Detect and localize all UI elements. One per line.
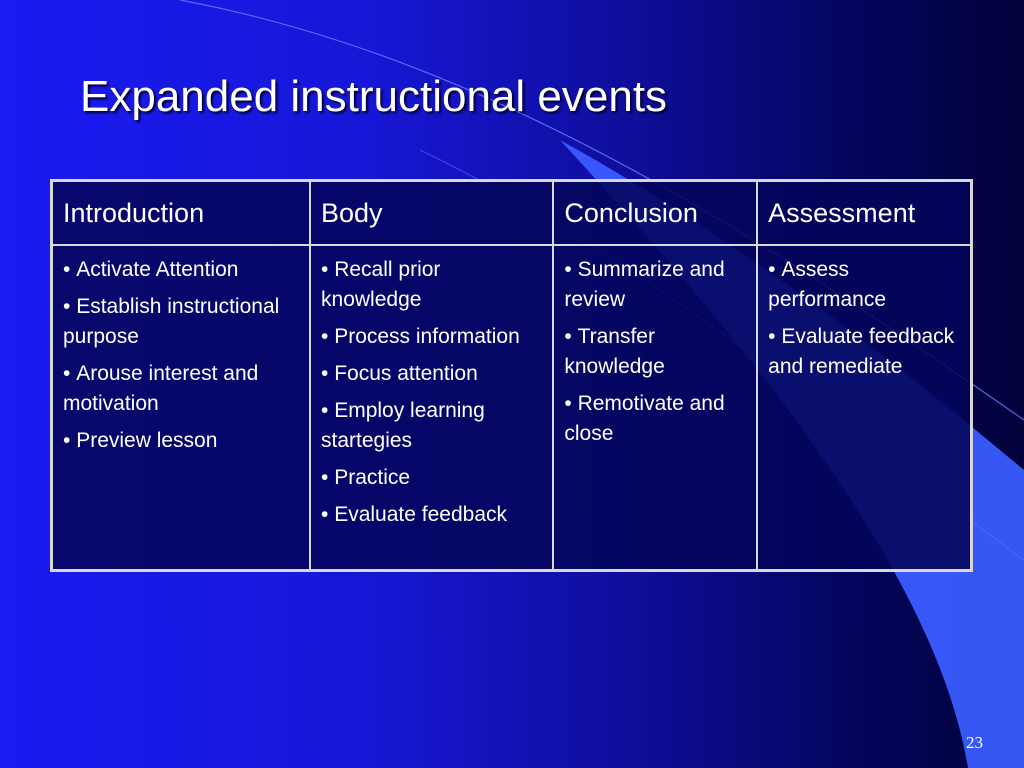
introduction-cell [52,245,311,571]
conclusion-cell [553,245,757,571]
header-introduction: Introduction [52,181,311,246]
table-row [52,245,972,571]
list-item: • Recall prior knowledge [321,255,542,315]
list-item: • Employ learning startegies [321,396,542,456]
conclusion-list [564,255,746,449]
list-item: • Evaluate feedback [321,500,542,530]
header-conclusion: Conclusion [553,181,757,246]
assessment-cell [757,245,971,571]
list-item: • Establish instructional purpose [63,292,299,352]
list-item: • Assess performance [768,255,960,315]
body-cell [310,245,553,571]
page-number: 23 [966,733,983,752]
list-item: • Activate Attention [63,255,299,285]
list-item: • Process information [321,322,542,352]
header-body: Body [310,181,553,246]
list-item: • Evaluate feedback and remediate [768,322,960,382]
list-item: • Preview lesson [63,426,299,456]
slide-title: Expanded instructional events [80,72,668,121]
list-item: • Arouse interest and motivation [63,359,299,419]
header-assessment: Assessment [757,181,971,246]
table-header-row [52,181,972,246]
list-item: • Transfer knowledge [564,322,746,382]
list-item: • Remotivate and close [564,389,746,449]
introduction-list [63,255,299,456]
list-item: • Summarize and review [564,255,746,315]
list-item: • Focus attention [321,359,542,389]
body-list [321,255,542,530]
list-item: • Practice [321,463,542,493]
assessment-list [768,255,960,382]
instructional-events-table [50,179,973,572]
